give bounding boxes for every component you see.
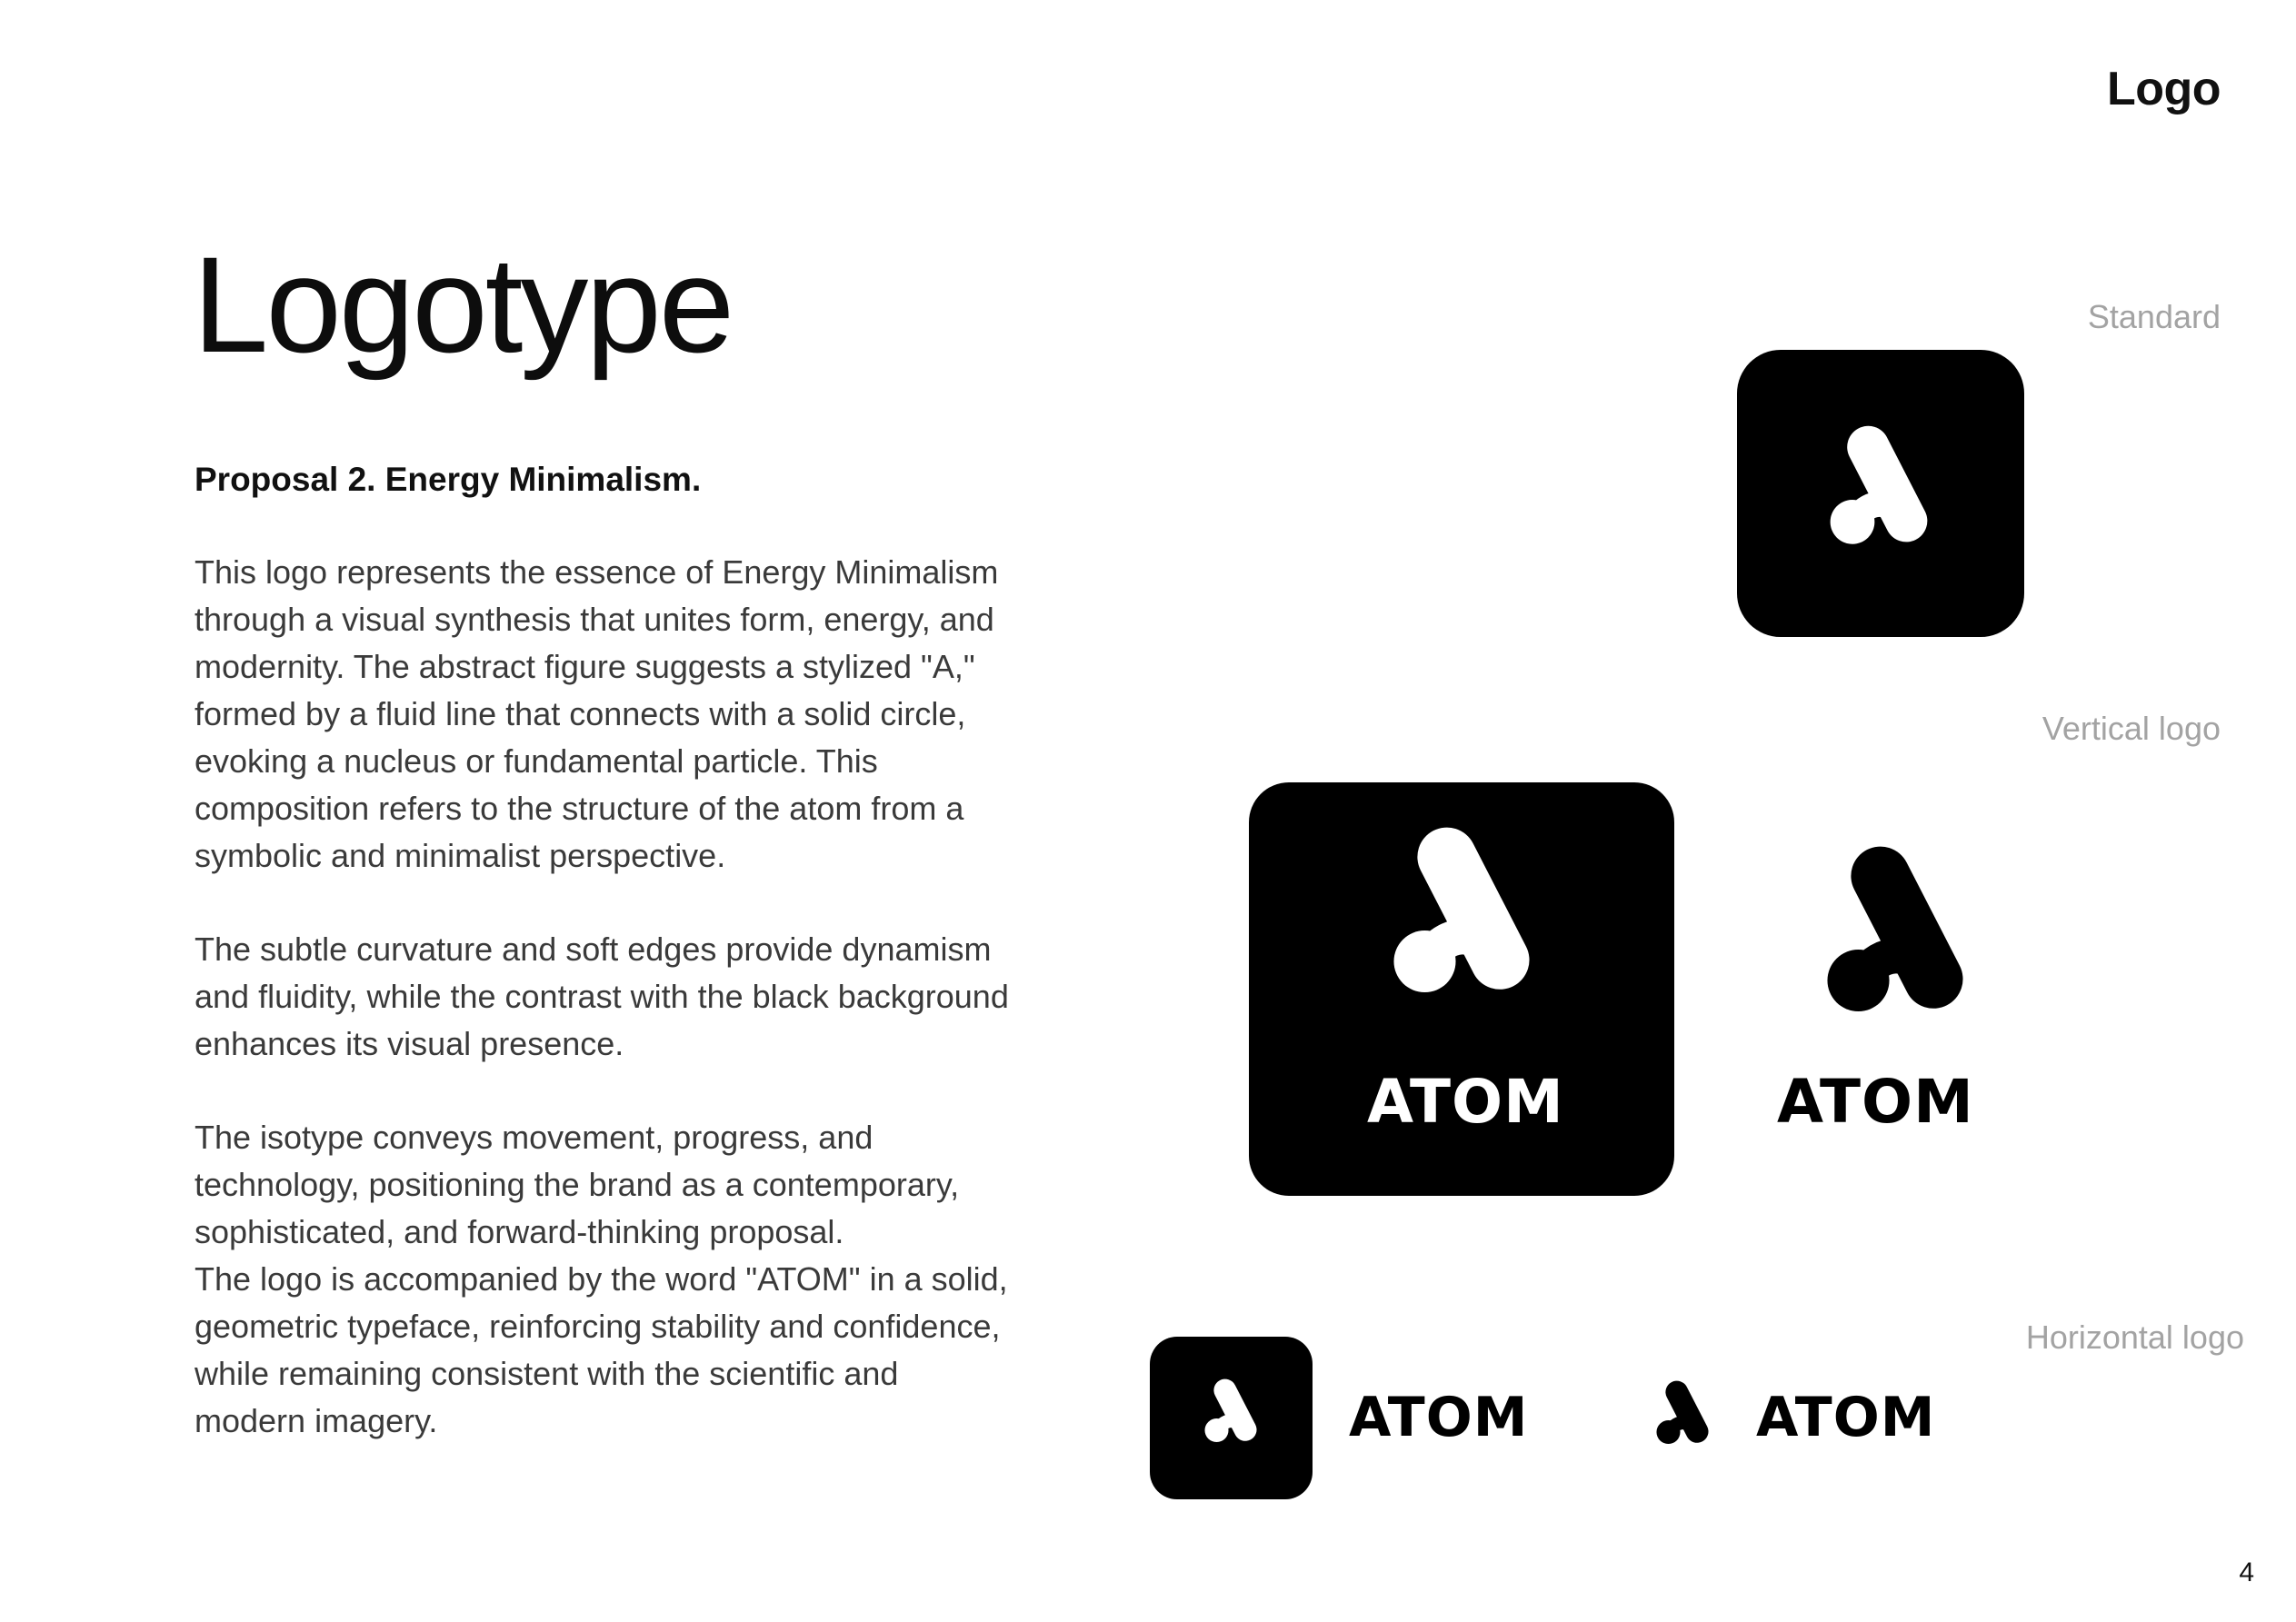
description-paragraph-3: The isotype conveys movement, progress, and technology, positioning the brand as a contemporary, sophisticated, and forward-thinking proposal. The logo is accompanied by the word "ATOM" in a solid, geometric typeface, reinforcing stability and confidence, while remaining consistent with the scientific and modern imagery. xyxy=(195,1119,1008,1439)
description-paragraph-2: The subtle curvature and soft edges provide dynamism and fluidity, while the contrast with the black background enhances its visual presence. xyxy=(195,930,1009,1062)
proposal-subtitle: Proposal 2. Energy Minimalism. xyxy=(195,461,702,498)
horizontal-logo-filled-wordmark: ATOM xyxy=(1349,1386,1529,1449)
vertical-logo-outline-wordmark: ATOM xyxy=(1777,1067,1974,1137)
description-paragraph-1: This logo represents the essence of Energy Minimalism through a visual synthesis that unites form, energy, and modernity. The abstract figure suggests a stylized "A," formed by a fluid line that connects with a solid circle, evoking a nucleus or fundamental particle. This composition refers to the structure of the atom from a symbolic and minimalist perspective. xyxy=(195,553,999,874)
vertical-logo-filled-wordmark: ATOM xyxy=(1367,1067,1564,1137)
section-label: Logo xyxy=(2106,63,2221,115)
standard-logo-label: Standard xyxy=(2087,298,2221,335)
page-number: 4 xyxy=(2239,1557,2254,1587)
horizontal-logo-label: Horizontal logo xyxy=(2025,1318,2244,1356)
vertical-logo-label: Vertical logo xyxy=(2041,710,2221,747)
horizontal-logo-plain-wordmark: ATOM xyxy=(1756,1386,1936,1449)
page-title: Logotype xyxy=(193,228,733,381)
horizontal-logo-plain-mark xyxy=(1632,1370,1732,1470)
standard-logo-app-icon xyxy=(1737,350,2024,637)
vertical-logo-outline-mark xyxy=(1763,845,2027,1054)
horizontal-logo-filled-icon xyxy=(1150,1337,1313,1499)
